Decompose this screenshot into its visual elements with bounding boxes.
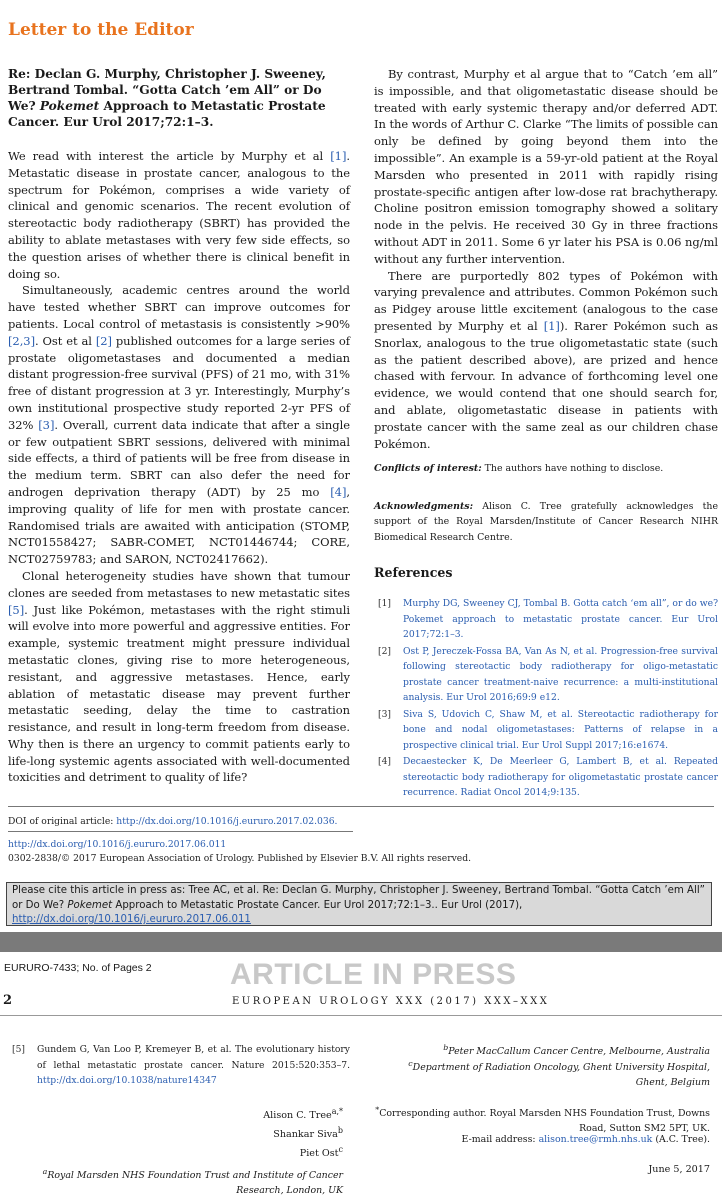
reference-list	[374, 596, 718, 801]
reference-link[interactable]: Decaestecker K, De Meerleer G, Lambert B, et al. Repeated stereotactic body radiotherapy for oligometastatic prostate cancer recurrence. Radiat Oncol 2014;9:135.	[403, 756, 718, 799]
running-header: EURURO-7433; No. of Pages 2	[4, 962, 152, 974]
citation-link[interactable]: [2,3]	[8, 333, 36, 348]
footer-divider-short	[8, 831, 353, 832]
doi-link[interactable]: http://dx.doi.org/10.1016/j.eururo.2017.06.011	[8, 839, 227, 850]
journal-name: EUROPEAN UROLOGY XXX (2017) XXX–XXX	[232, 996, 550, 1007]
paragraph: Clonal heterogeneity studies have shown that tumour clones are seeded from metastases to new metastatic sites [5]. Just like Pokémon, metastases with the right stimuli will evolve into more powerful and aggressive entities. For example, systemic treatment might pressure individual metastatic clones, giving rise to more heterogeneous, resistant, and aggressive metastases. Hence, early ablation of metastatic disease may prevent further metastatic seeding, delay the time to castration resistance, and result in long-term freedom from disease. Why then is there an urgency to commit patients early to life-long systemic agents associated with well-documented toxicities and detriment to quality of life?	[8, 568, 350, 785]
citation-box-link[interactable]: http://dx.doi.org/10.1016/j.eururo.2017.06.011	[12, 914, 251, 925]
doi-original-link[interactable]: http://dx.doi.org/10.1016/j.eururo.2017.02.036.	[116, 816, 338, 827]
citation-link[interactable]: [1]	[543, 318, 560, 333]
references-heading: References	[374, 565, 453, 581]
reference-item: [3] Siva S, Udovich C, Shaw M, et al. Stereotactic radiotherapy for bone and nodal oligometastases: Patterns of relapse in a prospective clinical trial. Eur Urol Suppl 2017;16:e1674.	[374, 707, 718, 754]
reference-link[interactable]: Siva S, Udovich C, Shaw M, et al. Stereotactic radiotherapy for bone and nodal oligometastases: Patterns of relapse in a prospective clinical trial. Eur Urol Suppl 2017;16:e1674.	[403, 708, 718, 751]
citation-link[interactable]: [4]	[330, 484, 347, 499]
citation-link[interactable]: [5]	[8, 602, 25, 617]
doi-original: DOI of original article: http://dx.doi.org/10.1016/j.eururo.2017.02.036.	[8, 816, 338, 827]
paragraph: There are purportedly 802 types of Pokémon with varying prevalence and attributes. Common Pokémon such as Pidgey arouse little excitement (analogous to the case presented by Murphy et al [1]). Rarer Pokémon such as Snorlax, analogous to the true oligometastatic state (such as the patient described above), are prized and hence chased with fervour. In advance of forthcoming level one evidence, we would contend that one should search for, and ablate, oligometastatic disease in patients with prostate cancer with the same zeal as our children chase Pokémon.	[374, 268, 718, 451]
affiliation-c: $^c$Department of Radiation Oncology, Ghent University Hospital, Ghent, Belgium	[408, 1059, 710, 1089]
author: Shankar Siva$^b$	[273, 1126, 343, 1141]
article-in-press-banner: ARTICLE IN PRESS	[230, 958, 517, 991]
copyright: 0302-2838/© 2017 European Association of Urology. Published by Elsevier B.V. All rights reserved.	[8, 853, 472, 864]
citation-link[interactable]: [2]	[95, 333, 112, 348]
doi-link-line	[8, 837, 226, 852]
page-separator	[0, 932, 722, 952]
left-column	[8, 66, 350, 786]
email-line: E-mail address: alison.tree@rmh.nhs.uk (A.C. Tree).	[461, 1134, 710, 1145]
citation-link[interactable]: [1]	[330, 149, 347, 163]
citation-box: Please cite this article in press as: Tree AC, et al. Re: Declan G. Murphy, Christopher J. Sweeney, Bertrand Tombal. “Gotta Catch ’em All” or Do We? Pokemet Approach to Metastatic Prostate Cancer. Eur Urol 2017;72:1–3.. Eur Urol (2017), http://dx.doi.org/10.1016/j.eururo.2017.06.011	[6, 882, 712, 926]
affiliation-a: $^a$Royal Marsden NHS Foundation Trust and Institute of Cancer Research, London, UK	[42, 1167, 343, 1197]
author: Piet Ost$^c$	[299, 1145, 343, 1160]
right-column	[374, 66, 718, 802]
reference-item: [1] Murphy DG, Sweeney CJ, Tombal B. Gotta catch ‘em all”, or do we? Pokemet approach to metastatic prostate cancer. Eur Urol 2017;72:1–3.	[374, 596, 718, 643]
page-number: 2	[3, 993, 13, 1008]
date: June 5, 2017	[648, 1164, 710, 1175]
section-heading: Letter to the Editor	[8, 20, 194, 40]
header-rule	[0, 1015, 722, 1016]
reference-link[interactable]: Murphy DG, Sweeney CJ, Tombal B. Gotta catch ‘em all”, or do we? Pokemet approach to metastatic prostate cancer. Eur Urol 2017;72:1–3.	[403, 598, 718, 641]
reference-item: [2] Ost P, Jereczek-Fossa BA, Van As N, et al. Progression-free survival following stereotactic body radiotherapy for oligo-metastatic prostate cancer treatment-naive recurrence: a multi-institutional analysis. Eur Urol 2016;69:9 e12.	[374, 644, 718, 706]
reference-5: [5] Gundem G, Van Loo P, Kremeyer B, et al. The evolutionary history of lethal metastatic prostate cancer. Nature 2015:520:353–7. http://dx.doi.org/10.1038/nature14347	[12, 1044, 350, 1086]
email-link[interactable]: alison.tree@rmh.nhs.uk	[538, 1134, 653, 1145]
author: Alison C. Tree$^{a,*}$	[263, 1107, 343, 1122]
citation-link[interactable]: [3]	[38, 417, 55, 432]
conflicts-of-interest: Conflicts of interest: The authors have nothing to disclose.	[374, 463, 664, 475]
acknowledgments: Acknowledgments: Alison C. Tree gratefully acknowledges the support of the Royal Marsden/Institute of Cancer Research NIHR Biomedical Research Centre.	[374, 500, 718, 543]
footer-divider	[8, 806, 714, 807]
paragraph: We read with interest the article by Murphy et al [1]. Metastatic disease in prostate cancer, analogous to the spectrum for Pokémon, comprises a wide variety of clinical and genomic scenarios. The recent evolution of stereotactic body radiotherapy (SBRT) has provided the ability to ablate metastases with very few side effects, so the question arises of whether there is clinical benefit in doing so.	[8, 149, 350, 281]
author-list	[8, 1104, 343, 1162]
affiliation-b: $^b$Peter MacCallum Cancer Centre, Melbourne, Australia	[443, 1043, 710, 1058]
paragraph: By contrast, Murphy et al argue that to “Catch ’em all” is impossible, and that oligometastatic disease should be treated with early systemic therapy and/or deferred ADT. In the words of Arthur C. Clarke “The limits of possible can only be defined by going beyond them into the impossible”. An example is a 59-yr-old patient at the Royal Marsden who presented in 2011 with rapidly rising prostate-specific antigen after low-dose rat brachytherapy. Choline positron emission tomography showed a solitary node in the pelvis. He received 30 Gy in three fractions without ADT in 2011. Some 6 yr later his PSA is 0.06 ng/ml without any further intervention.	[374, 67, 718, 266]
article-title: Re: Declan G. Murphy, Christopher J. Sweeney, Bertrand Tombal. “Gotta Catch ’em All” or Do We? Pokemet Approach to Metastatic Prostate Cancer. Eur Urol 2017;72:1–3.	[8, 67, 326, 129]
ref5-link[interactable]: http://dx.doi.org/10.1038/nature14347	[37, 1075, 217, 1086]
corresponding-author: *Corresponding author. Royal Marsden NHS Foundation Trust, Downs Road, Sutton SM2 5PT, UK.	[375, 1105, 710, 1135]
paragraph: Simultaneously, academic centres around the world have tested whether SBRT can improve outcomes for patients. Local control of metastasis is consistently >90% [2,3]. Ost et al [2] published outcomes for a large series of prostate oligometastases and documented a median distant progression-free survival (PFS) of 21 mo, with 31% free of distant progression at 3 yr. Interestingly, Murphy’s own institutional prospective study reported 2-yr PFS of 32% [3]. Overall, current data indicate that after a single or few outpatient SBRT sessions, delivered with minimal side effects, a third of patients will be free from disease in the medium term. SBRT can also defer the need for androgen deprivation therapy (ADT) by 25 mo [4], improving quality of life for men with prostate cancer. Randomised trials are awaited with anticipation (STOMP, NCT01558427; SABR-COMET, NCT01446744; CORE, NCT02759783; and SARON, NCT02417662).	[8, 283, 350, 567]
reference-link[interactable]: Ost P, Jereczek-Fossa BA, Van As N, et al. Progression-free survival following stereotactic body radiotherapy for oligo-metastatic prostate cancer treatment-naive recurrence: a multi-institutional analysis. Eur Urol 2016;69:9 e12.	[403, 645, 718, 704]
reference-item: [4] Decaestecker K, De Meerleer G, Lambert B, et al. Repeated stereotactic body radiotherapy for oligometastatic prostate cancer recurrence. Radiat Oncol 2014;9:135.	[374, 754, 718, 801]
